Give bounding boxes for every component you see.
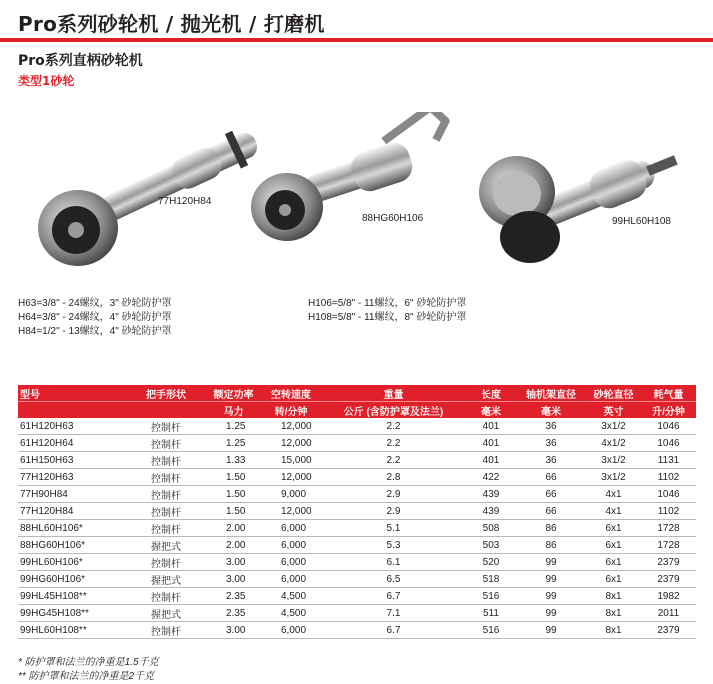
speed-cell: 6,000	[261, 554, 321, 571]
power-cell: 1.25	[206, 435, 261, 452]
power-cell: 3.00	[206, 554, 261, 571]
spindle-cell: 99	[516, 554, 586, 571]
spindle-cell: 86	[516, 520, 586, 537]
air-cell: 1046	[641, 486, 696, 503]
wheel-cell: 6x1	[586, 520, 641, 537]
length-cell: 401	[466, 418, 516, 435]
power-cell: 3.00	[206, 622, 261, 639]
length-cell: 503	[466, 537, 516, 554]
model-cell: 77H90H84	[18, 486, 126, 503]
model-cell: 77H120H63	[18, 469, 126, 486]
spindle-cell: 86	[516, 537, 586, 554]
length-cell: 439	[466, 486, 516, 503]
weight-cell: 7.1	[321, 605, 466, 622]
length-cell: 520	[466, 554, 516, 571]
col-header: 耗气量	[641, 385, 696, 402]
air-cell: 1728	[641, 520, 696, 537]
unit-header: 公斤 (含防护罩及法兰)	[321, 402, 466, 419]
power-cell: 2.00	[206, 520, 261, 537]
col-header: 空转速度	[261, 385, 321, 402]
wheel-cell: 6x1	[586, 537, 641, 554]
unit-header: 毫米	[466, 402, 516, 419]
speed-cell: 15,000	[261, 452, 321, 469]
handle-cell: 控制杆	[126, 469, 206, 486]
image-caption: 77H120H84	[158, 196, 212, 207]
speed-cell: 4,500	[261, 588, 321, 605]
weight-cell: 5.3	[321, 537, 466, 554]
power-cell: 1.50	[206, 486, 261, 503]
handle-cell: 控制杆	[126, 452, 206, 469]
air-cell: 1728	[641, 537, 696, 554]
note-line: H64=3/8" - 24螺纹，4" 砂轮防护罩	[18, 312, 172, 323]
spindle-cell: 66	[516, 486, 586, 503]
length-cell: 439	[466, 503, 516, 520]
table-header-row	[18, 385, 696, 402]
handle-cell: 握把式	[126, 537, 206, 554]
air-cell: 1046	[641, 435, 696, 452]
power-cell: 1.25	[206, 418, 261, 435]
col-header: 砂轮直径	[586, 385, 641, 402]
handle-cell: 控制杆	[126, 588, 206, 605]
col-header: 额定功率	[206, 385, 261, 402]
wheel-cell: 4x1	[586, 486, 641, 503]
speed-cell: 6,000	[261, 571, 321, 588]
model-cell: 61H150H63	[18, 452, 126, 469]
handle-cell: 控制杆	[126, 486, 206, 503]
page-title: Pro系列砂轮机 / 抛光机 / 打磨机	[18, 12, 325, 36]
wheel-cell: 4x1/2	[586, 435, 641, 452]
handle-cell: 握把式	[126, 571, 206, 588]
image-caption: 88HG60H106	[362, 213, 424, 224]
wheel-cell: 8x1	[586, 588, 641, 605]
model-cell: 99HG45H108**	[18, 605, 126, 622]
model-cell: 99HL45H108**	[18, 588, 126, 605]
handle-cell: 握把式	[126, 605, 206, 622]
table-row	[18, 469, 696, 486]
spindle-cell: 66	[516, 503, 586, 520]
speed-cell: 6,000	[261, 520, 321, 537]
grinder-88HG60H106-image	[245, 112, 470, 252]
table-row	[18, 435, 696, 452]
footnotes	[18, 656, 159, 684]
thread-notes-left	[18, 297, 172, 339]
spindle-cell: 99	[516, 622, 586, 639]
handle-cell: 控制杆	[126, 622, 206, 639]
wheel-cell: 4x1	[586, 503, 641, 520]
table-row	[18, 452, 696, 469]
col-header: 轴机架直径	[516, 385, 586, 402]
weight-cell: 2.2	[321, 418, 466, 435]
model-cell: 61H120H63	[18, 418, 126, 435]
length-cell: 401	[466, 435, 516, 452]
air-cell: 2379	[641, 571, 696, 588]
weight-cell: 5.1	[321, 520, 466, 537]
note-line: H106=5/8" - 11螺纹，6" 砂轮防护罩	[308, 298, 467, 309]
length-cell: 516	[466, 622, 516, 639]
thread-notes-right	[308, 297, 466, 325]
col-header: 重量	[321, 385, 466, 402]
model-cell: 99HG60H106*	[18, 571, 126, 588]
handle-cell: 控制杆	[126, 503, 206, 520]
unit-header: 升/分钟	[641, 402, 696, 419]
wheel-cell: 6x1	[586, 571, 641, 588]
spindle-cell: 66	[516, 469, 586, 486]
power-cell: 1.33	[206, 452, 261, 469]
table-row	[18, 418, 696, 435]
note-line: H63=3/8" - 24螺纹，3" 砂轮防护罩	[18, 298, 172, 309]
unit-header: 转/分钟	[261, 402, 321, 419]
length-cell: 422	[466, 469, 516, 486]
model-cell: 88HG60H106*	[18, 537, 126, 554]
power-cell: 2.00	[206, 537, 261, 554]
wheel-cell: 8x1	[586, 622, 641, 639]
unit-header	[18, 402, 126, 419]
weight-cell: 6.7	[321, 588, 466, 605]
model-cell: 77H120H84	[18, 503, 126, 520]
wheel-cell: 8x1	[586, 605, 641, 622]
unit-header: 毫米	[516, 402, 586, 419]
length-cell: 518	[466, 571, 516, 588]
weight-cell: 6.7	[321, 622, 466, 639]
title-divider	[0, 38, 713, 42]
spindle-cell: 36	[516, 435, 586, 452]
power-cell: 3.00	[206, 571, 261, 588]
unit-header: 英寸	[586, 402, 641, 419]
speed-cell: 6,000	[261, 537, 321, 554]
note-line: H108=5/8" - 11螺纹，8" 砂轮防护罩	[308, 312, 467, 323]
unit-header: 马力	[206, 402, 261, 419]
grinder-99HL60H108-image	[475, 132, 690, 282]
length-cell: 401	[466, 452, 516, 469]
weight-cell: 2.2	[321, 452, 466, 469]
section-title: Pro系列直柄砂轮机	[18, 53, 143, 69]
model-cell: 61H120H64	[18, 435, 126, 452]
length-cell: 511	[466, 605, 516, 622]
col-header: 长度	[466, 385, 516, 402]
model-cell: 99HL60H108**	[18, 622, 126, 639]
spindle-cell: 99	[516, 588, 586, 605]
power-cell: 2.35	[206, 588, 261, 605]
air-cell: 1982	[641, 588, 696, 605]
power-cell: 2.35	[206, 605, 261, 622]
handle-cell: 控制杆	[126, 418, 206, 435]
spindle-cell: 36	[516, 452, 586, 469]
table-row	[18, 571, 696, 588]
note-line: H84=1/2" - 13螺纹，4" 砂轮防护罩	[18, 326, 172, 337]
image-caption: 99HL60H108	[612, 216, 671, 227]
table-row	[18, 537, 696, 554]
handle-cell: 控制杆	[126, 520, 206, 537]
table-row	[18, 622, 696, 639]
table-row	[18, 588, 696, 605]
weight-cell: 2.8	[321, 469, 466, 486]
weight-cell: 2.9	[321, 503, 466, 520]
air-cell: 1102	[641, 503, 696, 520]
power-cell: 1.50	[206, 469, 261, 486]
table-row	[18, 486, 696, 503]
handle-cell: 控制杆	[126, 435, 206, 452]
spec-table	[18, 385, 696, 639]
speed-cell: 4,500	[261, 605, 321, 622]
spindle-cell: 99	[516, 571, 586, 588]
grinder-77H120H84-image	[28, 118, 278, 268]
wheel-cell: 3x1/2	[586, 452, 641, 469]
weight-cell: 2.2	[321, 435, 466, 452]
power-cell: 1.50	[206, 503, 261, 520]
model-cell: 88HL60H106*	[18, 520, 126, 537]
speed-cell: 9,000	[261, 486, 321, 503]
wheel-cell: 6x1	[586, 554, 641, 571]
wheel-cell: 3x1/2	[586, 418, 641, 435]
speed-cell: 12,000	[261, 469, 321, 486]
table-row	[18, 554, 696, 571]
air-cell: 2011	[641, 605, 696, 622]
category-label: 类型1砂轮	[18, 74, 75, 88]
air-cell: 2379	[641, 622, 696, 639]
length-cell: 516	[466, 588, 516, 605]
weight-cell: 2.9	[321, 486, 466, 503]
speed-cell: 12,000	[261, 503, 321, 520]
footnote: ** 防护罩和法兰的净重是2千克	[18, 671, 155, 682]
unit-header	[126, 402, 206, 419]
air-cell: 1131	[641, 452, 696, 469]
spindle-cell: 36	[516, 418, 586, 435]
speed-cell: 12,000	[261, 435, 321, 452]
model-cell: 99HL60H106*	[18, 554, 126, 571]
table-row	[18, 503, 696, 520]
table-row	[18, 520, 696, 537]
weight-cell: 6.5	[321, 571, 466, 588]
wheel-cell: 3x1/2	[586, 469, 641, 486]
length-cell: 508	[466, 520, 516, 537]
table-row	[18, 605, 696, 622]
speed-cell: 12,000	[261, 418, 321, 435]
air-cell: 1046	[641, 418, 696, 435]
table-body	[18, 418, 696, 639]
table-unit-row	[18, 402, 696, 419]
handle-cell: 控制杆	[126, 554, 206, 571]
air-cell: 2379	[641, 554, 696, 571]
speed-cell: 6,000	[261, 622, 321, 639]
weight-cell: 6.1	[321, 554, 466, 571]
col-header: 把手形状	[126, 385, 206, 402]
spindle-cell: 99	[516, 605, 586, 622]
air-cell: 1102	[641, 469, 696, 486]
footnote: * 防护罩和法兰的净重是1.5千克	[18, 657, 159, 668]
col-header: 型号	[18, 385, 126, 402]
